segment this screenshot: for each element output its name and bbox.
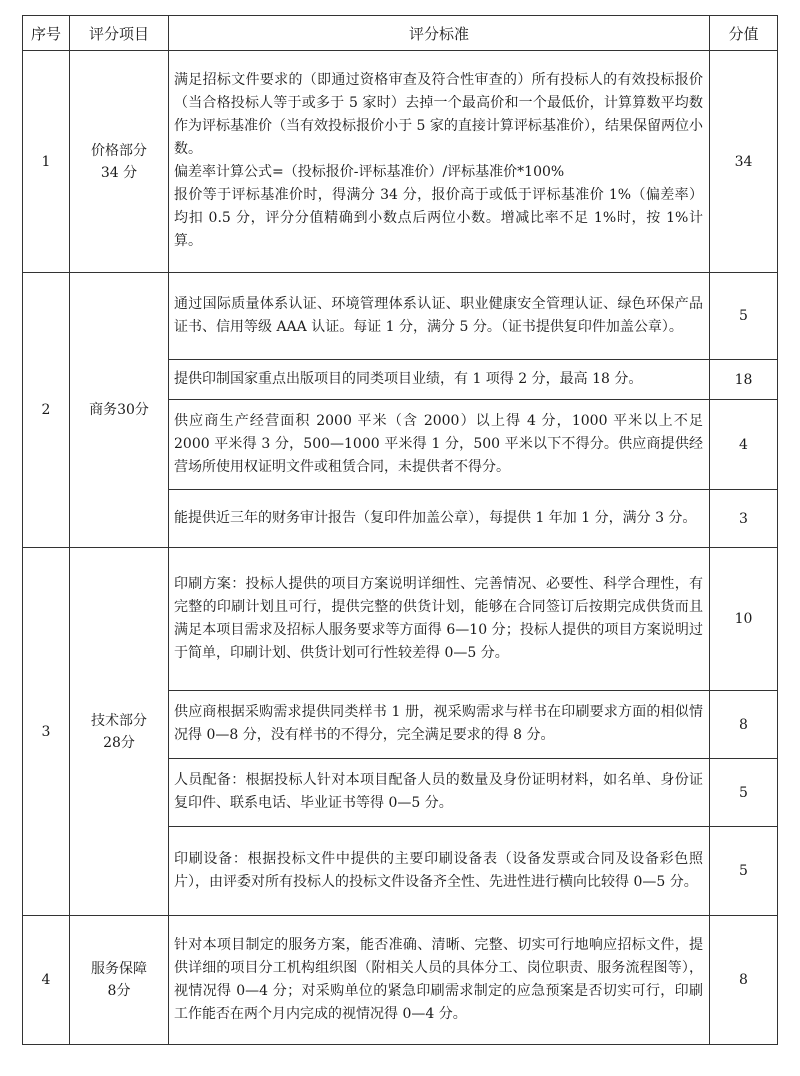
group-item — [70, 548, 169, 916]
criteria-text: 提供印制国家重点出版项目的同类项目业绩，有 1 项得 2 分，最高 18 分。 — [174, 370, 643, 387]
score-cell: 18 — [710, 360, 778, 400]
criteria-cell — [169, 548, 710, 691]
criteria-text: 供应商生产经营面积 2000 平米（含 2000）以上得 4 分，1000 平米以上不足 2000 平米得 3 分，500—1000 平米得 1 分，500 平米以下不得分。供应商提供经营场所使用权证明文件或租赁合同，未提供者不得分。 — [174, 412, 703, 475]
group-no: 1 — [23, 51, 70, 273]
header-no: 序号 — [23, 16, 70, 51]
header-standard: 评分标准 — [169, 16, 710, 51]
group-item — [70, 916, 169, 1045]
header-row — [23, 16, 778, 51]
group-item-line2: 8分 — [107, 983, 131, 999]
criteria-text: 印刷设备：根据投标文件中提供的主要印刷设备表（设备发票或合同及设备彩色照片），由评委对所有投标人的投标文件设备齐全性、先进性进行横向比较得 0—5 分。 — [174, 850, 703, 890]
criteria-cell — [169, 400, 710, 490]
score-cell: 5 — [710, 273, 778, 360]
criteria-cell — [169, 916, 710, 1045]
scoring-table — [22, 15, 778, 1045]
table-row — [23, 51, 778, 273]
score-cell: 34 — [710, 51, 778, 273]
criteria-cell — [169, 759, 710, 827]
criteria-cell — [169, 827, 710, 916]
score-cell: 8 — [710, 691, 778, 759]
criteria-text: 偏差率计算公式=（投标报价-评标基准价）/评标基准价*100% — [174, 164, 565, 180]
criteria-cell — [169, 273, 710, 360]
header-score: 分值 — [710, 16, 778, 51]
criteria-text: 通过国际质量体系认证、环境管理体系认证、职业健康安全管理认证、绿色环保产品证书、信用等级 AAA 认证。每证 1 分，满分 5 分。（证书提供复印件加盖公章）。 — [174, 295, 703, 335]
criteria-cell — [169, 51, 710, 273]
group-no: 3 — [23, 548, 70, 916]
group-item-line2: 34 分 — [100, 164, 138, 181]
group-no: 2 — [23, 273, 70, 548]
group-item — [70, 51, 169, 273]
group-item-line1: 服务保障 — [91, 961, 147, 977]
criteria-text: 针对本项目制定的服务方案，能否准确、清晰、完整、切实可行地响应招标文件，提供详细的项目分工机构组织图（附相关人员的具体分工、岗位职责、服务流程图等），视情况得 0—4 分；对采购单位的紧急印刷需求制定的应急预案是否切实可行，印刷工作能否在两个月内完成的视情况得 0—4 分。 — [174, 936, 703, 1022]
criteria-text: 满足招标文件要求的（即通过资格审查及符合性审查的）所有投标人的有效投标报价（当合格投标人等于或多于 5 家时）去掉一个最高价和一个最低价，计算算数平均数作为评标基准价（当有效投标报价小于 5 家的直接计算评标基准价），结果保留两位小数。 — [174, 72, 703, 157]
criteria-cell — [169, 691, 710, 759]
group-item-line1: 商务30分 — [89, 402, 149, 418]
score-cell: 8 — [710, 916, 778, 1045]
criteria-text: 能提供近三年的财务审计报告（复印件加盖公章），每提供 1 年加 1 分，满分 3 分。 — [174, 509, 697, 526]
score-cell: 5 — [710, 827, 778, 916]
criteria-text: 报价等于评标基准价时，得满分 34 分，报价高于或低于评标基准价 1%（偏差率）均扣 0.5 分，评分分值精确到小数点后两位小数。增减比率不足 1%时，按 1%计算。 — [174, 187, 703, 249]
group-item-line1: 价格部分 — [91, 142, 147, 159]
group-item-line2: 28分 — [103, 734, 135, 751]
table-row — [23, 916, 778, 1045]
criteria-text: 印刷方案：投标人提供的项目方案说明详细性、完善情况、必要性、科学合理性，有完整的印刷计划且可行，提供完整的供货计划，能够在合同签订后按期完成供货而且满足本项目需求及招标人服务要求等方面得 6—10 分；投标人提供的项目方案说明过于简单，印刷计划、供货计划可行性较差得 0—5 分。 — [174, 575, 703, 661]
score-cell: 10 — [710, 548, 778, 691]
header-item: 评分项目 — [70, 16, 169, 51]
criteria-cell — [169, 360, 710, 400]
criteria-text: 供应商根据采购需求提供同类样书 1 册，视采购需求与样书在印刷要求方面的相似情况得 0—8 分，没有样书的不得分，完全满足要求的得 8 分。 — [174, 704, 703, 743]
criteria-text: 人员配备：根据投标人针对本项目配备人员的数量及身份证明材料，如名单、身份证复印件、联系电话、毕业证书等得 0—5 分。 — [174, 772, 703, 811]
score-cell: 4 — [710, 400, 778, 490]
score-cell: 5 — [710, 759, 778, 827]
group-item — [70, 273, 169, 548]
table-row — [23, 273, 778, 360]
criteria-cell — [169, 490, 710, 548]
group-item-line1: 技术部分 — [91, 712, 147, 729]
group-no: 4 — [23, 916, 70, 1045]
score-cell: 3 — [710, 490, 778, 548]
table-row — [23, 548, 778, 691]
